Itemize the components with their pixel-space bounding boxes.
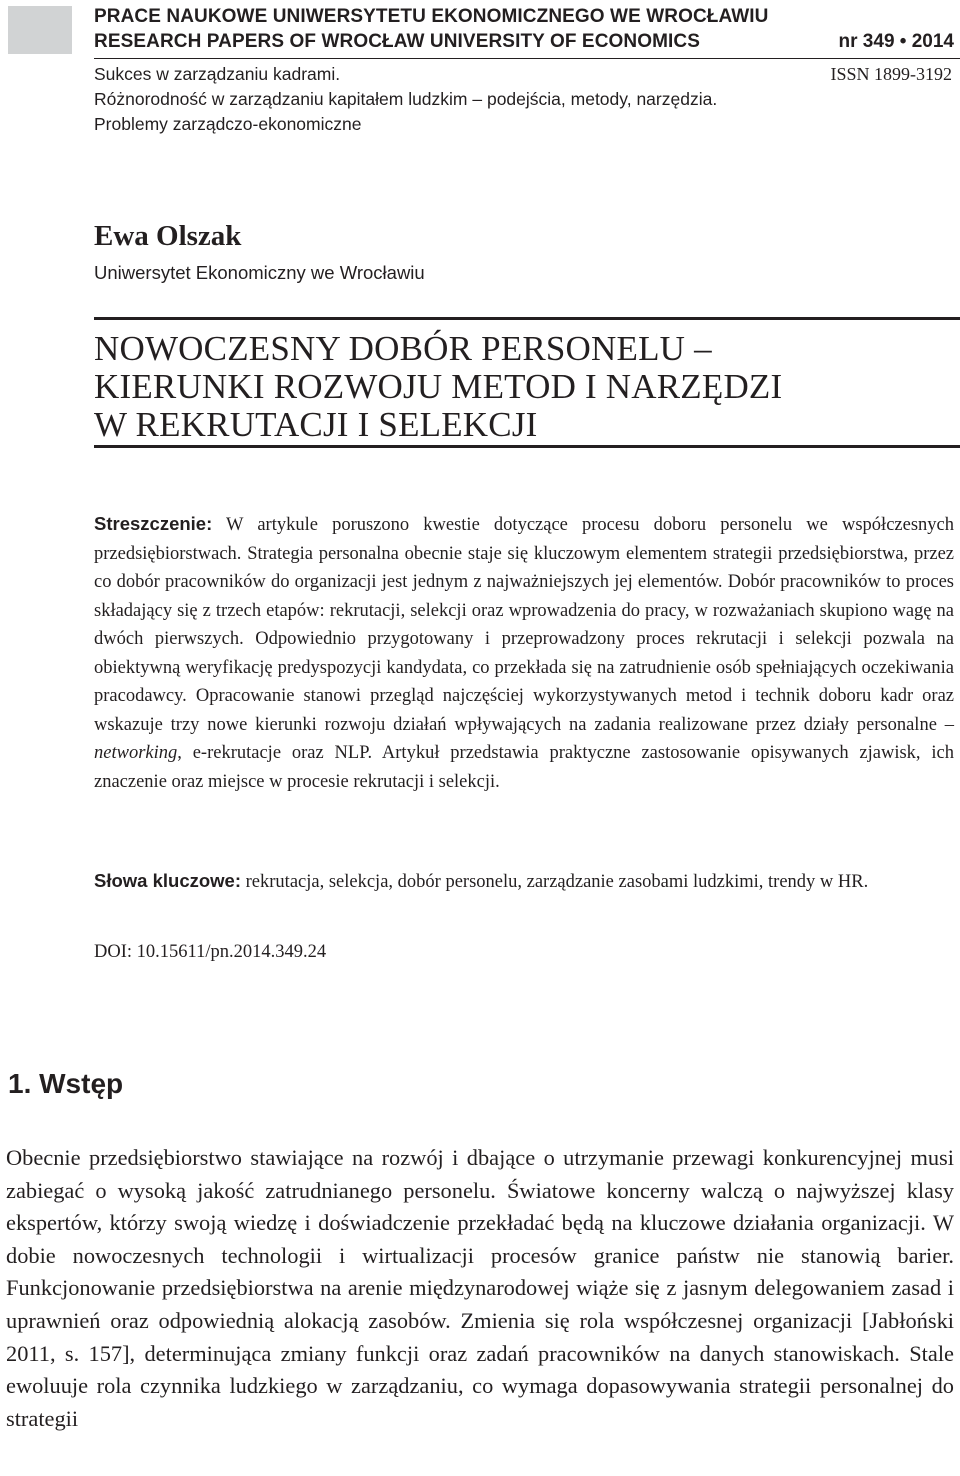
abstract-text-part-2: , e-rekrutacje oraz NLP. Artykuł przedstawia praktyczne zastosowanie opisywanych zjawisk, ich znaczenie oraz miejsce w procesie rekrutacji i selekcji.: [94, 743, 954, 792]
title-line-1: NOWOCZESNY DOBÓR PERSONELU –: [94, 329, 712, 368]
abstract-label: Streszczenie:: [94, 513, 213, 534]
issue-number: nr 349 • 2014: [838, 31, 954, 52]
series-title-line-2: Różnorodność w zarządzaniu kapitałem ludzkim – podejścia, metody, narzędzia.: [94, 89, 718, 109]
keywords-text: rekrutacja, selekcja, dobór personelu, zarządzanie zasobami ludzkimi, trendy w HR.: [241, 872, 869, 892]
title-bottom-rule: [94, 445, 960, 448]
header-gray-box: [8, 6, 72, 54]
title-top-rule: [94, 317, 960, 320]
doi: DOI: 10.15611/pn.2014.349.24: [94, 942, 327, 962]
section-heading: 1. Wstęp: [8, 1068, 124, 1099]
issn-number: ISSN 1899-3192: [830, 64, 952, 84]
author-name: Ewa Olszak: [94, 220, 242, 252]
journal-name-english: RESEARCH PAPERS OF WROCŁAW UNIVERSITY OF ECONOMICS: [94, 31, 701, 52]
journal-name-polish: PRACE NAUKOWE UNIWERSYTETU EKONOMICZNEGO WE WROCŁAWIU: [94, 6, 769, 27]
abstract-italic-term: networking: [94, 743, 178, 763]
keywords-label: Słowa kluczowe:: [94, 870, 242, 891]
article-title: [94, 330, 782, 444]
abstract: [94, 510, 954, 796]
body-paragraph: Obecnie przedsiębiorstwo stawiające na rozwój i dbające o utrzymanie przewagi konkurencyjnej musi zabiegać o wysoką jakość zatrudnianego personelu. Światowe koncerny walczą o najwyższej klasy ekspertów, którzy swoją wiedzę i doświadczenie przekładać będą na kluczowe działania organizacji. W dobie nowoczesnych technologii i wirtualizacji procesów granice państw nie stanowią barier. Funkcjonowanie przedsiębiorstwa na arenie międzynarodowej wiąże się z jasnym delegowaniem zasad i uprawnień oraz odpowiednią alokacją zasobów. Zmienia się rola współczesnej organizacji [Jabłoński 2011, s. 157], determinująca zmiany funkcji oraz zadań pracowników na danych stanowiskach. Stale ewoluuje rola czynnika ludzkiego w zarządzaniu, co wymaga dopasowywania strategii personalnej do strategii: [6, 1145, 954, 1431]
title-line-3: W REKRUTACJI I SELEKCJI: [94, 405, 538, 444]
keywords: [94, 867, 954, 897]
series-title-line-1: Sukces w zarządzaniu kadrami.: [94, 64, 341, 84]
author-affiliation: Uniwersytet Ekonomiczny we Wrocławiu: [94, 262, 425, 283]
header-divider: [94, 58, 960, 59]
series-title-line-3: Problemy zarządczo-ekonomiczne: [94, 114, 362, 134]
title-line-2: KIERUNKI ROZWOJU METOD I NARZĘDZI: [94, 367, 783, 406]
abstract-text-part-1: W artykule poruszono kwestie dotyczące procesu doboru personelu we współczesnych przedsiębiorstwach. Strategia personalna obecnie staje się kluczowym elementem strategii przedsiębiorstwa, przez co dobór pracowników do organizacji jest jednym z najważniejszych jej elementów. Dobór pracowników to proces składający się z trzech etapów: rekrutacji, selekcji oraz wprowadzenia do pracy, w rozważaniach skupiono wagę na dwóch pierwszych. Odpowiednio przygotowany i przeprowadzony proces rekrutacji i selekcji pozwala na obiektywną weryfikację predyspozycji kandydata, co przekłada się na zatrudnienie osób spełniających oczekiwania pracodawcy. Opracowanie stanowi przegląd najczęściej wykorzystywanych metod i technik doboru kadr oraz wskazuje trzy nowe kierunki rozwoju działań wpływających na zadania realizowane przez działy personalne –: [94, 515, 954, 735]
